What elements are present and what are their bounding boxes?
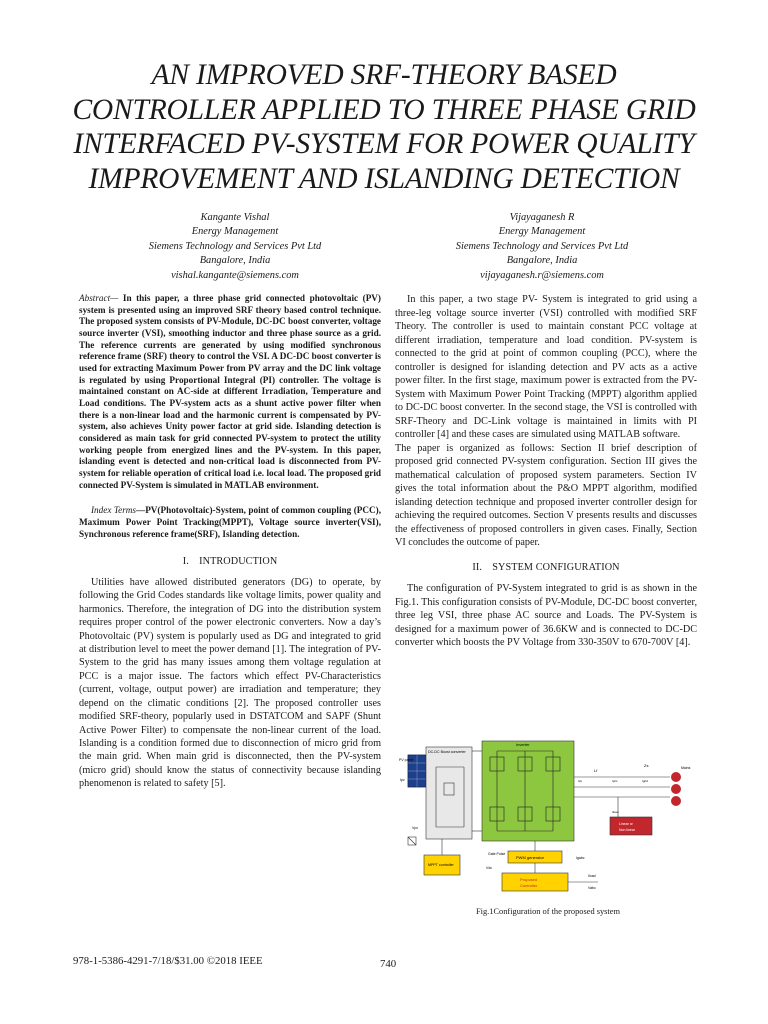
vdc-label: Vdc — [486, 866, 493, 870]
figure-caption: Fig.1Configuration of the proposed system — [476, 907, 620, 916]
system-configuration-text: The configuration of PV-System integrated to grid is as shown in the Fig.1. This configuration consists of PV-Module, DC-DC boost converter, three leg VSI, three phase AC source and Loads. The PV-System is designed for a maximum power of 36.6KW and is connected to DC-DC converter which boosts the PV Voltage from 330-350V to 670-700V [4]. — [395, 583, 697, 648]
dcdc-label: DC-DC Boost converter — [428, 750, 466, 754]
paper-title: AN IMPROVED SRF-THEORY BASED CONTROLLER APPLIED TO THREE PHASE GRID INTERFACED PV-SYSTEM FOR POWER QUALITY IMPROVEMENT AND ISLANDING DETECTION — [72, 59, 696, 195]
index-terms-text: —PV(Photovoltaic)-System, point of common coupling (PCC), Maximum Power Point Tracking(MPPT), Voltage source inverter(VSI), Synchronous reference frame(SRF), Islanding detection. — [79, 505, 381, 539]
author-block-2 — [392, 211, 692, 283]
linear-label: Linear or — [619, 822, 633, 826]
abstract-text: In this paper, a three phase grid connected photovoltaic (PV) system is presented using an improved SRF theory based control technique. The proposed system consists of PV-Module, DC-DC boost converter, voltage source inverter (VSI), smoothing inductor and three phase source as a grid. The reference currents are generated by using modified synchronous reference frame (SRF) theory to control the VSI. A DC-DC boost converter is used for extracting Maximum Power from PV array and the DC link voltage is regulated by using Proportional Integral (PI) controller. The voltage is maintained constant on AC-side at different Irradiation, Temperature and Load conditions. The PV-system acts as a shunt active power filter when there is a non-linear load and the harmonic current is compensated by PV-system, also achieves Unity power factor at grid side. Islanding detection is considered as main task for grid connected PV-system to protect the utility working people from energized lines and the PV-system. In this paper, islanding event is detected and non-critical load is disconnected from PV-system for reliable operation of critical load i.e. local load. The proposed grid connected PV-System is simulated in MATLAB environment. — [79, 293, 381, 490]
gate-pulse-label: Gate Pulse — [488, 852, 506, 856]
mains-label: Mains — [681, 766, 691, 770]
igrid-label: Igrid — [642, 779, 648, 783]
author-city: Bangalore, India — [199, 255, 271, 267]
author-company: Siemens Technology and Services Pvt Ltd — [148, 240, 322, 252]
pwm-label: PWM generator — [516, 855, 545, 860]
nonlinear-label: Non linear — [619, 828, 635, 832]
grid-source-icon — [671, 772, 681, 782]
ipv-out-label: Ipv — [578, 779, 583, 783]
ipv-label: Ipv — [400, 778, 405, 782]
proposed-label: Proposed — [520, 877, 538, 882]
introduction-text: Utilities have allowed distributed generators (DG) to operate, by following the Grid Codes standards like voltage limits, power quality and harmonics. Therefore, the integration of DG into the distribution system requires proper control of the power electronic converters. Now a day’s Photovoltaic (PV) system is popularly used as DG and integrated to grid at distribution level to meet the power demand [1]. The integration of PV-System to the grid has many issues among them voltage regulation at PCC is a major issue. The factors which effect PV-Characteristics (current, voltage, output power) are irradiation and temperature; they depend on the climatic conditions [2]. The proposed controller uses modified SRF-theory, popularly used in DSTATCOM and SAPF (Shunt Active Power Filter) to compensate the non-linear current of the load. Islanding is a condition formed due to disconnection of micro grid from the main grid. When main grid is disconnected, then the PV-system (micro grid) should know the status of connectivity because islanding phenomenon is related to safety [5]. — [79, 577, 381, 790]
author-block-1 — [85, 211, 385, 283]
abstract-lead: Abstract— — [79, 293, 119, 303]
mppt-label: MPPT controller — [428, 863, 454, 867]
section-heading-introduction: I. INTRODUCTION — [182, 555, 278, 567]
abstract — [79, 293, 381, 491]
author-company: Siemens Technology and Services Pvt Ltd — [455, 240, 629, 252]
dcdc-converter-block — [426, 747, 472, 839]
author-department: Energy Management — [498, 226, 586, 238]
author-email: vishal.kangante@siemens.com — [171, 269, 299, 281]
zs-label: Zs — [644, 763, 649, 768]
author-name: Kangante Vishal — [200, 212, 270, 223]
page-number: 740 — [380, 958, 397, 970]
pv-panel-label: PV panel — [399, 758, 414, 762]
section-heading-system-configuration: II. SYSTEM CONFIGURATION — [472, 561, 620, 573]
paper-organization: The paper is organized as follows: Section II brief description of proposed grid connected PV-system configuration. Section III gives the mathematical calculation of proposed system parameters. Section IV gives the total information about the P&O MPPT algorithm, modified islanding detection technique and proposed inverter controller design for achieving the required outcomes. Section V presents results and discusses the effectiveness of proposed controllers in given cases. Finally, Section VI concludes the outcome of paper. — [395, 442, 697, 548]
grid-source-icon — [671, 796, 681, 806]
igabc-label: Igabc — [576, 856, 585, 860]
footer-isbn: 978-1-5386-4291-7/18/$31.00 ©2018 IEEE — [73, 955, 263, 967]
load-block — [610, 817, 652, 835]
vpv-label: Vpv — [412, 826, 419, 830]
index-terms — [79, 505, 381, 540]
author-name: Vijayaganesh R — [509, 212, 575, 223]
author-email: vijayaganesh.r@siemens.com — [480, 269, 604, 281]
controller-label: Controller — [520, 883, 538, 888]
grid-source-icon — [671, 784, 681, 794]
vabc-label: Vabc — [588, 886, 596, 890]
system-configuration-diagram — [398, 737, 698, 895]
author-department: Energy Management — [191, 226, 279, 238]
proposed-controller-block — [502, 873, 568, 891]
inverter-block — [482, 741, 574, 841]
ipcc-label: Ipcc — [612, 779, 618, 783]
intro-continuation: In this paper, a two stage PV- System is integrated to grid using a three-leg voltage source inverter (VSI) controlled with modified SRF Theory. The controller is used to maintain constant PCC voltage at different irradiation, temperature and load condition. PV-system is connected to the grid at point of common coupling (PCC), where the controller is designed for islanding detection and PV acts as a active power filter. In the first stage, maximum power is extracted from the PV-System with Maximum Power Point Tracking (MPPT) algorithm applied to DC-DC boost converter. In the second stage, the VSI is controlled with SRF-Theory and DC-Link voltage is maintained in limits with PI controller [4] and these cases are simulated using MATLAB software. — [395, 294, 697, 440]
author-city: Bangalore, India — [506, 255, 578, 267]
left-column — [79, 293, 381, 791]
inverter-label: Inverter — [516, 742, 530, 747]
lf-label: Lf — [594, 768, 598, 773]
iload2-label: Iload — [588, 874, 596, 878]
iload-label: Iload — [612, 810, 619, 814]
right-column — [395, 293, 697, 650]
index-terms-lead: Index Terms — [91, 505, 136, 516]
